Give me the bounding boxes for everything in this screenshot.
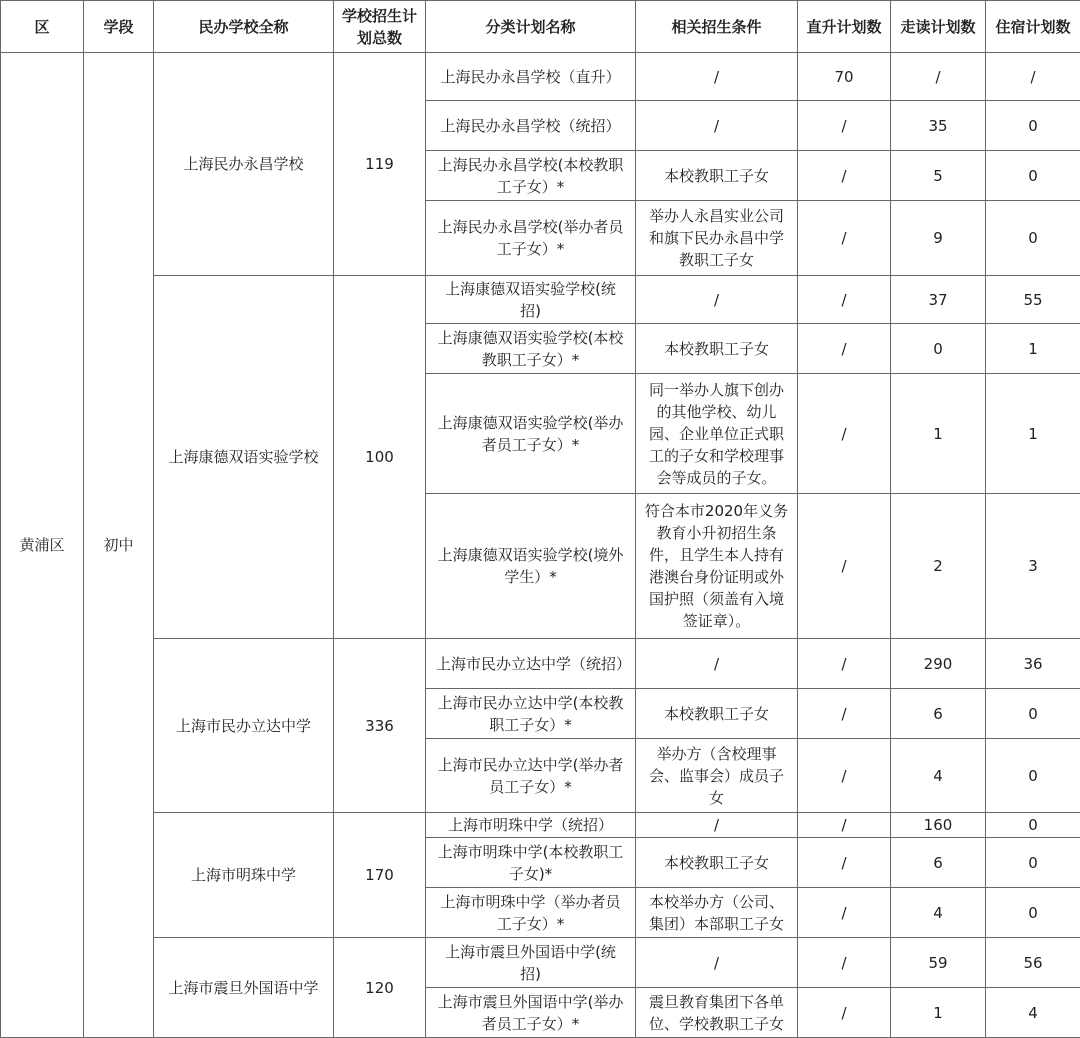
header-day: 走读计划数: [891, 1, 986, 53]
day-count-cell: 160: [891, 813, 986, 838]
school-total-cell: 336: [334, 639, 426, 813]
table-body: [1, 53, 1080, 1038]
plan-name-cell: 上海民办永昌学校(举办者员工子女）*: [426, 201, 636, 276]
plan-name-cell: 上海市民办立达中学(本校教职工子女）*: [426, 689, 636, 739]
conditions-cell: /: [636, 101, 798, 151]
direct-count-cell: /: [798, 276, 891, 324]
plan-name-cell: 上海市民办立达中学（统招）: [426, 639, 636, 689]
conditions-cell: 本校教职工子女: [636, 151, 798, 201]
stage-cell: 初中: [84, 53, 154, 1038]
school-total-cell: 100: [334, 276, 426, 639]
district-cell: 黄浦区: [1, 53, 84, 1038]
direct-count-cell: /: [798, 888, 891, 938]
day-count-cell: 1: [891, 988, 986, 1038]
day-count-cell: 6: [891, 689, 986, 739]
table-row: [1, 938, 1080, 988]
boarding-count-cell: 0: [986, 689, 1080, 739]
conditions-cell: /: [636, 639, 798, 689]
direct-count-cell: /: [798, 374, 891, 494]
boarding-count-cell: 4: [986, 988, 1080, 1038]
conditions-cell: 本校教职工子女: [636, 689, 798, 739]
conditions-cell: /: [636, 53, 798, 101]
header-row: [1, 1, 1080, 53]
table-row: [1, 53, 1080, 101]
table-row: [1, 813, 1080, 838]
day-count-cell: /: [891, 53, 986, 101]
direct-count-cell: /: [798, 813, 891, 838]
school-name-cell: 上海市民办立达中学: [154, 639, 334, 813]
direct-count-cell: /: [798, 838, 891, 888]
direct-count-cell: 70: [798, 53, 891, 101]
direct-count-cell: /: [798, 689, 891, 739]
school-name-cell: 上海市震旦外国语中学: [154, 938, 334, 1038]
boarding-count-cell: 0: [986, 838, 1080, 888]
school-name-cell: 上海康德双语实验学校: [154, 276, 334, 639]
plan-name-cell: 上海市民办立达中学(举办者员工子女）*: [426, 739, 636, 813]
plan-name-cell: 上海市明珠中学(本校教职工子女)*: [426, 838, 636, 888]
conditions-cell: 符合本市2020年义务教育小升初招生条件，且学生本人持有港澳台身份证明或外国护照（须盖有入境签证章）。: [636, 494, 798, 639]
day-count-cell: 2: [891, 494, 986, 639]
conditions-cell: 同一举办人旗下创办的其他学校、幼儿园、企业单位正式职工的子女和学校理事会等成员的子女。: [636, 374, 798, 494]
direct-count-cell: /: [798, 101, 891, 151]
boarding-count-cell: 0: [986, 151, 1080, 201]
header-school-name: 民办学校全称: [154, 1, 334, 53]
day-count-cell: 35: [891, 101, 986, 151]
plan-name-cell: 上海康德双语实验学校(举办者员工子女）*: [426, 374, 636, 494]
plan-name-cell: 上海民办永昌学校(本校教职工子女）*: [426, 151, 636, 201]
day-count-cell: 37: [891, 276, 986, 324]
conditions-cell: /: [636, 276, 798, 324]
boarding-count-cell: 36: [986, 639, 1080, 689]
boarding-count-cell: 56: [986, 938, 1080, 988]
header-district: 区: [1, 1, 84, 53]
conditions-cell: /: [636, 813, 798, 838]
school-total-cell: 119: [334, 53, 426, 276]
table-row: [1, 639, 1080, 689]
conditions-cell: 本校教职工子女: [636, 838, 798, 888]
plan-name-cell: 上海市震旦外国语中学(统招): [426, 938, 636, 988]
direct-count-cell: /: [798, 324, 891, 374]
direct-count-cell: /: [798, 988, 891, 1038]
direct-count-cell: /: [798, 494, 891, 639]
boarding-count-cell: 0: [986, 739, 1080, 813]
day-count-cell: 4: [891, 888, 986, 938]
school-name-cell: 上海民办永昌学校: [154, 53, 334, 276]
day-count-cell: 4: [891, 739, 986, 813]
plan-name-cell: 上海市明珠中学（统招）: [426, 813, 636, 838]
day-count-cell: 290: [891, 639, 986, 689]
boarding-count-cell: 1: [986, 374, 1080, 494]
header-stage: 学段: [84, 1, 154, 53]
direct-count-cell: /: [798, 739, 891, 813]
conditions-cell: 本校举办方（公司、集团）本部职工子女: [636, 888, 798, 938]
school-total-cell: 120: [334, 938, 426, 1038]
header-boarding: 住宿计划数: [986, 1, 1080, 53]
boarding-count-cell: /: [986, 53, 1080, 101]
header-total: 学校招生计划总数: [334, 1, 426, 53]
plan-name-cell: 上海市明珠中学（举办者员工子女）*: [426, 888, 636, 938]
day-count-cell: 59: [891, 938, 986, 988]
conditions-cell: 本校教职工子女: [636, 324, 798, 374]
boarding-count-cell: 0: [986, 201, 1080, 276]
boarding-count-cell: 0: [986, 101, 1080, 151]
plan-name-cell: 上海康德双语实验学校(统招): [426, 276, 636, 324]
day-count-cell: 9: [891, 201, 986, 276]
boarding-count-cell: 55: [986, 276, 1080, 324]
day-count-cell: 6: [891, 838, 986, 888]
plan-name-cell: 上海市震旦外国语中学(举办者员工子女）*: [426, 988, 636, 1038]
direct-count-cell: /: [798, 938, 891, 988]
boarding-count-cell: 0: [986, 813, 1080, 838]
conditions-cell: 举办人永昌实业公司和旗下民办永昌中学教职工子女: [636, 201, 798, 276]
direct-count-cell: /: [798, 201, 891, 276]
boarding-count-cell: 3: [986, 494, 1080, 639]
header-direct: 直升计划数: [798, 1, 891, 53]
boarding-count-cell: 1: [986, 324, 1080, 374]
header-plan-name: 分类计划名称: [426, 1, 636, 53]
plan-name-cell: 上海康德双语实验学校(境外学生）*: [426, 494, 636, 639]
conditions-cell: /: [636, 938, 798, 988]
day-count-cell: 5: [891, 151, 986, 201]
school-name-cell: 上海市明珠中学: [154, 813, 334, 938]
plan-name-cell: 上海康德双语实验学校(本校教职工子女）*: [426, 324, 636, 374]
boarding-count-cell: 0: [986, 888, 1080, 938]
plan-name-cell: 上海民办永昌学校（直升）: [426, 53, 636, 101]
direct-count-cell: /: [798, 151, 891, 201]
header-conditions: 相关招生条件: [636, 1, 798, 53]
direct-count-cell: /: [798, 639, 891, 689]
day-count-cell: 1: [891, 374, 986, 494]
school-total-cell: 170: [334, 813, 426, 938]
plan-name-cell: 上海民办永昌学校（统招）: [426, 101, 636, 151]
conditions-cell: 举办方（含校理事会、监事会）成员子女: [636, 739, 798, 813]
day-count-cell: 0: [891, 324, 986, 374]
table-row: [1, 276, 1080, 324]
conditions-cell: 震旦教育集团下各单位、学校教职工子女: [636, 988, 798, 1038]
